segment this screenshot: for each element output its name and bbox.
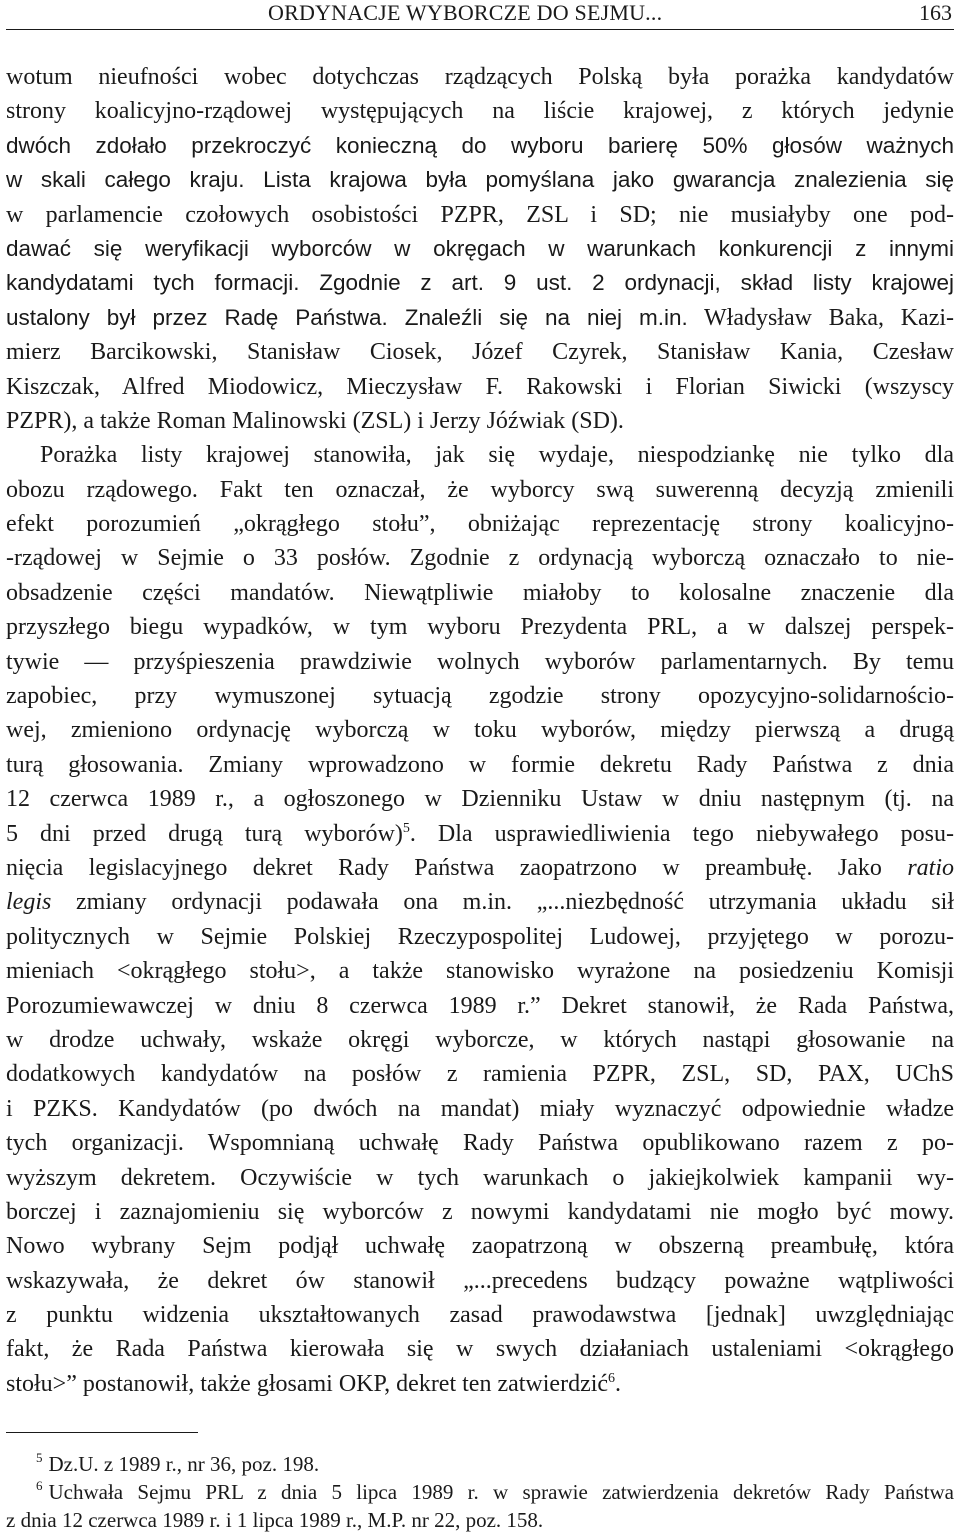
- text-line: zapobiec, przy wymuszonej sytuacją zgodzie strony opozycyjno-solidarnościo-: [6, 683, 954, 710]
- text-line: z punktu widzenia ukształtowanych zasad prawodawstwa [jednak] uwzględniając: [6, 1302, 954, 1329]
- text-line: legis zmiany ordynacji podawała ona m.in. „...niezbędność utrzymania układu sił: [6, 889, 954, 916]
- text-line: mierz Barcikowski, Stanisław Ciosek, Józef Czyrek, Stanisław Kania, Czesław: [6, 339, 954, 366]
- text-line: obsadzenie części mandatów. Niewątpliwie miałoby to kolosalne znaczenie dla: [6, 579, 954, 606]
- text-line: i PZKS. Kandydatów (po dwóch na mandat) miały wyznaczyć odpowiednie władze: [6, 1095, 954, 1122]
- text-line: wotum nieufności wobec dotychczas rządzących Polską była porażka kandydatów: [6, 64, 954, 90]
- paragraph-1: [6, 60, 954, 438]
- text-line: turą głosowania. Zmiany wprowadzono w formie dekretu Rady Państwa z dnia: [6, 751, 954, 778]
- text-line: borczej i zaznajomieniu się wyborców z nowymi kandydatami nie mogło być mowy.: [6, 1198, 954, 1225]
- text-line: stołu>” postanowił, także głosami OKP, dekret ten zatwierdzić$^6$.: [6, 1370, 622, 1397]
- footnote-separator: [6, 1432, 198, 1433]
- footnote-marker: 6: [36, 1478, 43, 1493]
- text-line: 5 dni przed drugą turą wyborów)$^5$. Dla usprawiedliwienia tego niebywałego posu-: [6, 820, 954, 847]
- text-line: w parlamencie czołowych osobistości PZPR, ZSL i SD; nie musiałyby one pod-: [6, 201, 954, 228]
- text-line: w skali całego kraju. Lista krajowa była pomyślana jako gwarancja znalezienia się: [6, 167, 955, 193]
- page-number: 163: [919, 0, 952, 25]
- running-header-title: ORDYNACJE WYBORCZE DO SEJMU...: [268, 0, 663, 25]
- text-line: politycznych w Sejmie Polskiej Rzeczypospolitej Ludowej, przyjętego w porozu-: [6, 923, 954, 950]
- text-line: Nowo wybrany Sejm podjął uchwałę zaopatrzoną w obszerną preambułę, która: [6, 1233, 954, 1260]
- text-line: Porażka listy krajowej stanowiła, jak się wydaje, niespodziankę nie tylko dla: [40, 442, 954, 469]
- text-line: strony koalicyjno-rządowej występujących na liście krajowej, z których jedynie: [6, 98, 954, 125]
- text-line: tych organizacji. Wspomnianą uchwałę Rady Państwa opublikowano razem z po-: [6, 1130, 954, 1157]
- text-line: dodatkowych kandydatów na posłów z ramienia PZPR, ZSL, SD, PAX, UChS: [6, 1061, 954, 1088]
- footnote-ref-5[interactable]: 5: [402, 820, 410, 836]
- paragraph-2: [6, 438, 954, 1401]
- text-line: mieniach <okrągłego stołu>, a także stanowisko wyrażone na posiedzeniu Komisji: [6, 958, 954, 985]
- text-line: kandydatami tych formacji. Zgodnie z art. 9 ust. 2 ordynacji, skład listy krajowej: [6, 270, 954, 296]
- text-line: Porozumiewawczej w dniu 8 czerwca 1989 r.” Dekret stanowił, że Rada Państwa,: [6, 992, 954, 1019]
- footnote-6: $^6$ Uchwała Sejmu PRL z dnia 5 lipca 1989 r. w sprawie zatwierdzenia dekretów Rady Państwa: [36, 1478, 954, 1504]
- text-line: fakt, że Rada Państwa kierowała się w swych działaniach ustaleniami <okrągłego: [6, 1336, 954, 1363]
- footnote-marker: 5: [36, 1450, 43, 1465]
- running-header: [6, 0, 954, 30]
- text-line: nięcia legislacyjnego dekret Rady Państwa zaopatrzono w preambułę. Jako ratio: [6, 854, 954, 881]
- text-line: przyszłego biegu wypadków, w tym wyboru Prezydenta PRL, a w dalszej perspek-: [6, 614, 954, 641]
- text-line: PZPR), a także Roman Malinowski (ZSL) i Jerzy Jóźwiak (SD).: [6, 407, 624, 434]
- main-text: [6, 60, 954, 1401]
- text-line: wej, zmieniono ordynację wyborczą w toku wyborów, między pierwszą a drugą: [6, 717, 954, 744]
- text-line: -rządowej w Sejmie o 33 posłów. Zgodnie z ordynacją wyborczą oznaczało to nie-: [6, 545, 954, 572]
- text-line: dawać się weryfikacji wyborców w okręgach w warunkach konkurencji z innymi: [6, 235, 954, 261]
- text-line: 12 czerwca 1989 r., a ogłoszonego w Dzienniku Ustaw w dniu następnym (tj. na: [6, 786, 954, 813]
- text-line: dwóch zdołało przekroczyć konieczną do wyboru barierę 50% głosów ważnych: [6, 132, 954, 158]
- text-line: ustalony był przez Radę Państwa. Znaleźli się na niej m.in. Władysław Baka, Kazi-: [6, 304, 955, 331]
- text-line: obozu rządowego. Fakt ten oznaczał, że wyborcy swą suwerenną decyzją zmienili: [6, 476, 954, 503]
- text-line: Kiszczak, Alfred Miodowicz, Mieczysław F. Rakowski i Florian Siwicki (wszyscy: [6, 373, 954, 400]
- text-line: efekt porozumień „okrągłego stołu”, obniżając reprezentację strony koalicyjno-: [6, 511, 954, 538]
- text-line: tywie — przyśpieszenia prawdziwie wolnych wyborów parlamentarnych. By temu: [6, 648, 954, 675]
- footnotes: [6, 1450, 954, 1534]
- footnote-6-continuation: z dnia 12 czerwca 1989 r. i 1 lipca 1989 r., M.P. nr 22, poz. 158.: [6, 1508, 544, 1532]
- text-line: wyższym dekretem. Oczywiście w tych warunkach o jakiejkolwiek kampanii wy-: [6, 1164, 954, 1191]
- footnote-5: $^5$ Dz.U. z 1989 r., nr 36, poz. 198.: [36, 1450, 320, 1476]
- text-line: wskazywała, że dekret ów stanowił „...precedens budzący poważne wątpliwości: [6, 1267, 954, 1294]
- footnote-ref-6[interactable]: 6: [608, 1370, 616, 1386]
- text-line: w drodze uchwały, wskaże okręgi wyborcze, w których nastąpi głosowanie na: [6, 1026, 954, 1053]
